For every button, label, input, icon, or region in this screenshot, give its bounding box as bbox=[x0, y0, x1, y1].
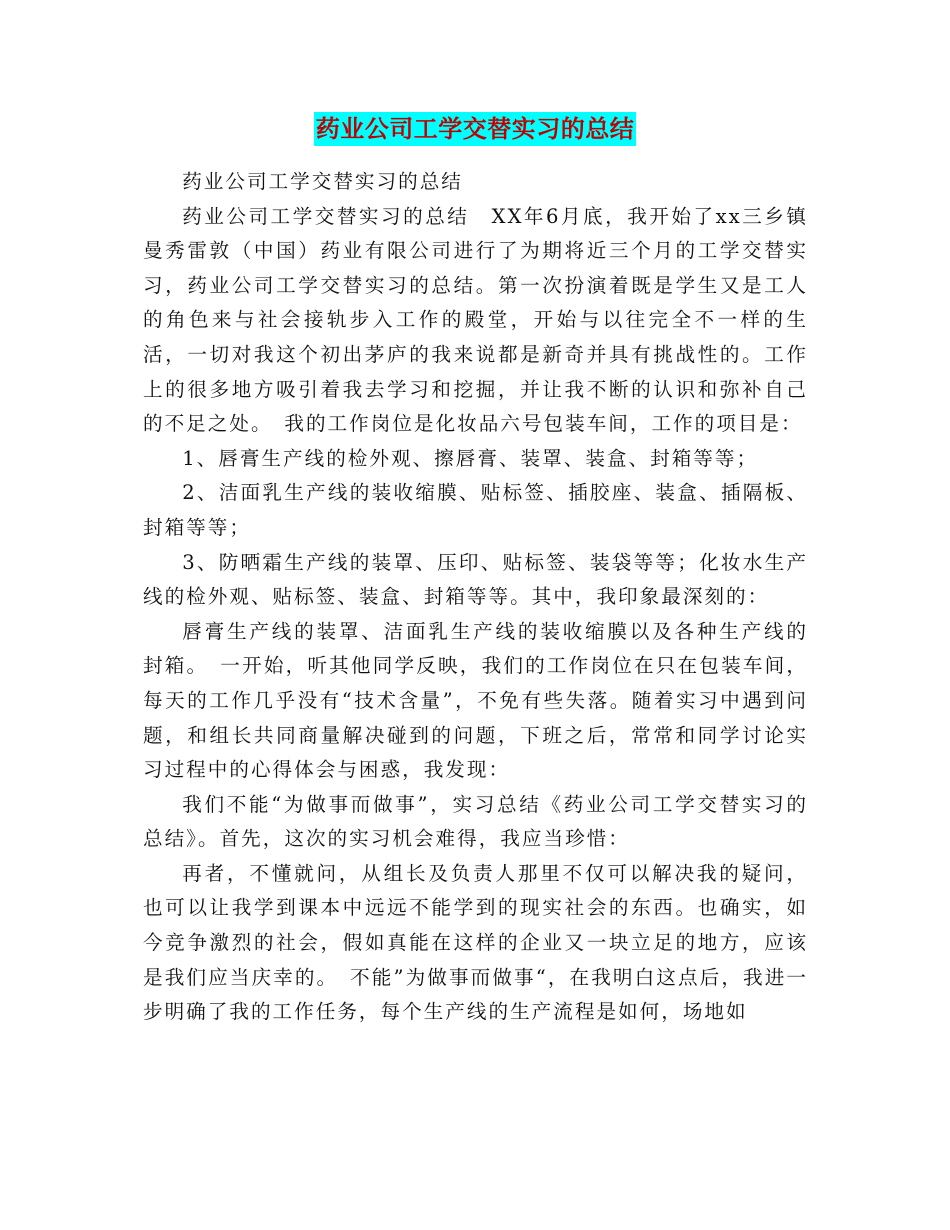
list-item-2: 2、洁面乳生产线的装收缩膜、贴标签、插胶座、装盒、插隔板、封箱等等； bbox=[143, 481, 808, 539]
list-item-3: 3、防晒霜生产线的装罩、压印、贴标签、装袋等等；化妆水生产线的检外观、贴标签、装盒、封箱等等。其中，我印象最深刻的： bbox=[143, 550, 808, 609]
paragraph: 再者，不懂就问，从组长及负责人那里不仅可以解决我的疑问，也可以让我学到课本中远远不能学到的现实社会的东西。也确实，如今竞争激烈的社会，假如真能在这样的企业又一块立足的地方，应该是我们应当庆幸的。 不能”为做事而做事“，在我明白这点后，我进一步明确了我的工作任务，每个生产线的生产流程是如何，场地如 bbox=[143, 861, 808, 1024]
paragraph: 唇膏生产线的装罩、洁面乳生产线的装收缩膜以及各种生产线的封箱。 一开始，听其他同学反映，我们的工作岗位在只在包装车间，每天的工作几乎没有“技术含量”，不免有些失落。随着实习中遇到问题，和组长共同商量解决碰到的问题，下班之后，常常和同学讨论实习过程中的心得体会与困惑，我发现： bbox=[143, 619, 808, 782]
paragraph: 药业公司工学交替实习的总结 XX年6月底，我开始了xx三乡镇曼秀雷敦（中国）药业有限公司进行了为期将近三个月的工学交替实习，药业公司工学交替实习的总结。第一次扮演着既是学生又是工人的角色来与社会接轨步入工作的殿堂，开始与以往完全不一样的生活，一切对我这个初出茅庐的我来说都是新奇并具有挑战性的。工作上的很多地方吸引着我去学习和挖掘，并让我不断的认识和弥补自己的不足之处。 我的工作岗位是化妆品六号包装车间，工作的项目是： bbox=[143, 204, 808, 436]
paragraph-subtitle: 药业公司工学交替实习的总结 bbox=[182, 170, 463, 193]
paragraph: 我们不能“为做事而做事”，实习总结《药业公司工学交替实习的总结》。首先，这次的实习机会难得，我应当珍惜： bbox=[143, 792, 808, 851]
document-body bbox=[143, 165, 808, 1030]
document-title: 药业公司工学交替实习的总结 bbox=[314, 112, 637, 146]
title-container bbox=[0, 112, 950, 146]
list-item-1: 1、唇膏生产线的检外观、擦唇膏、装罩、装盒、封箱等等； bbox=[182, 446, 759, 470]
